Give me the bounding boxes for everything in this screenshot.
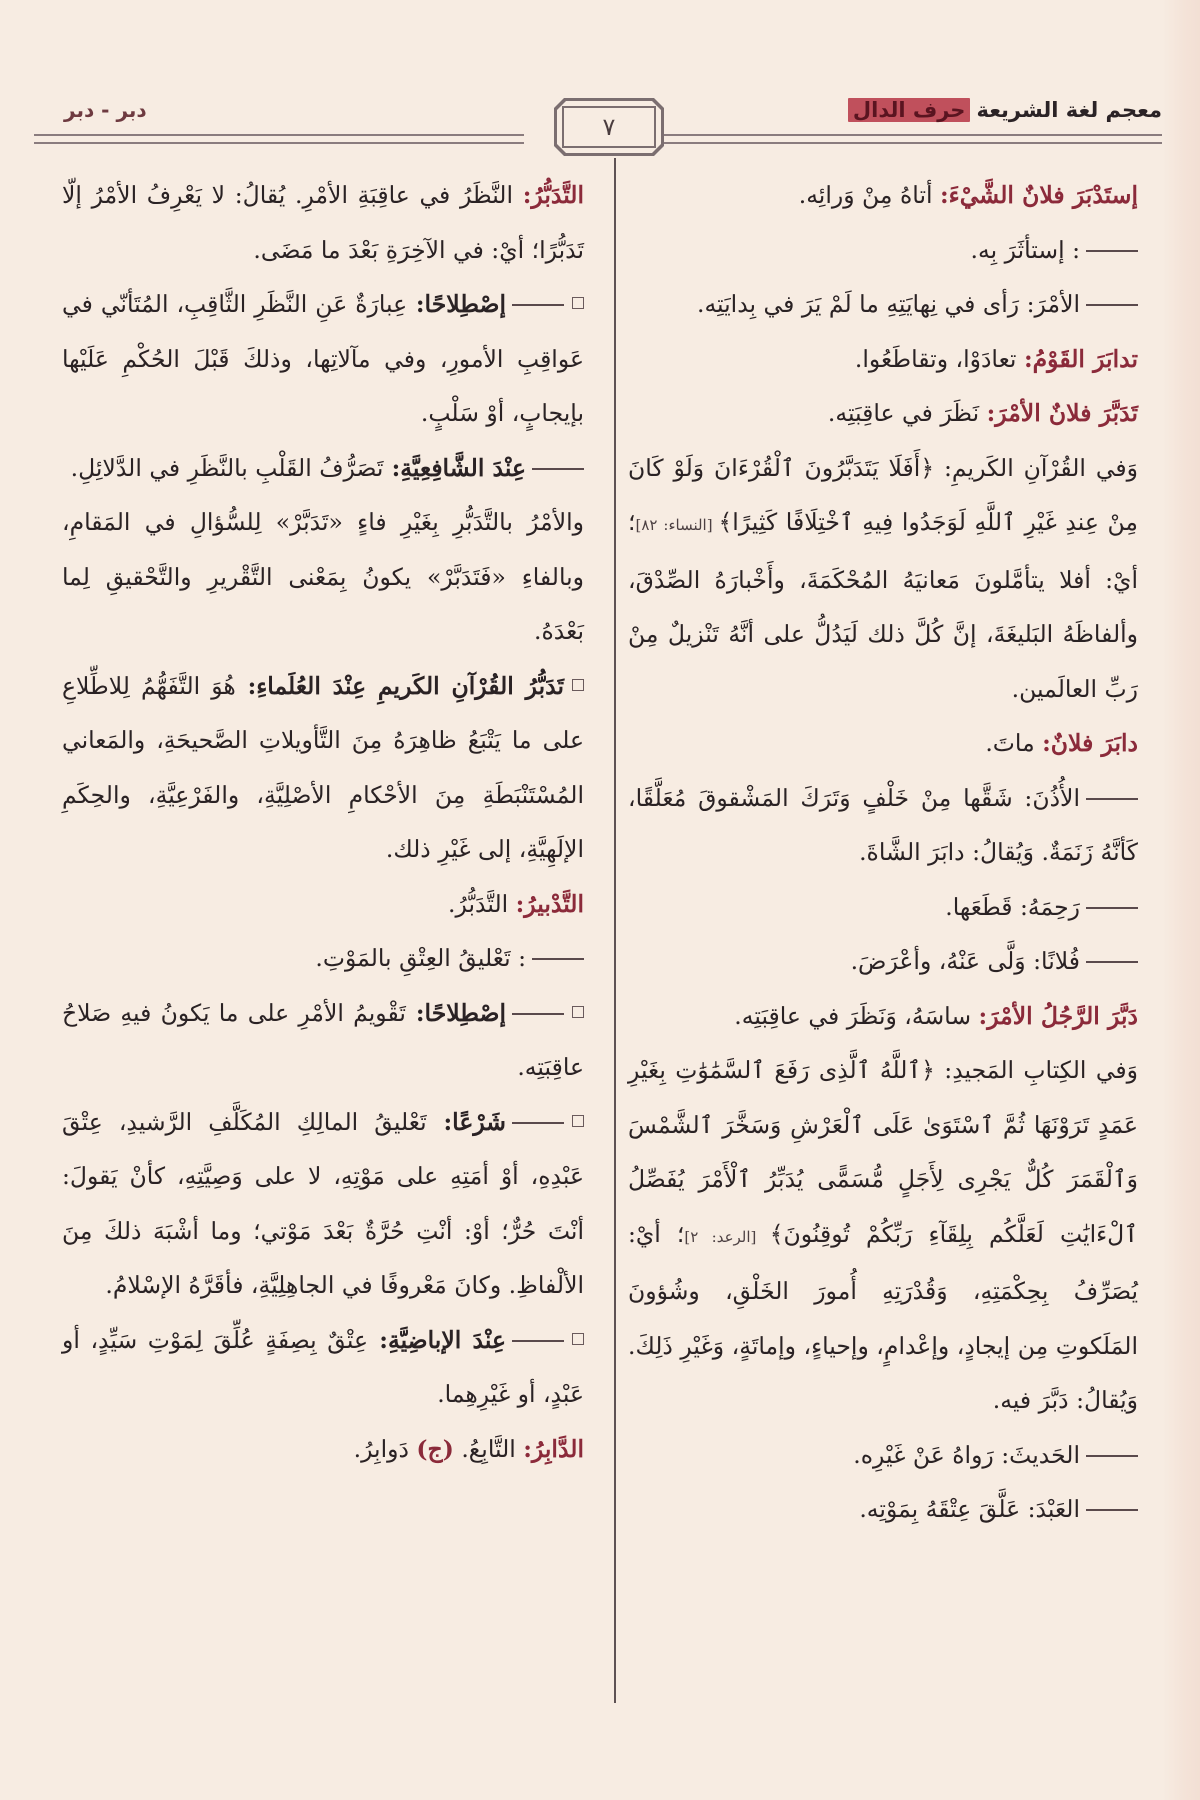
- definition: هُوَ التَّفَهُّمُ لِلاطِّلاعِ على ما يَتْبَعُ ظاهِرَهُ مِنَ التَّأويلاتِ الصَّحيحَةِ، والمَعاني المُسْتَنْبَطَةِ مِنَ الأحْكامِ الأصْلِيَّةِ، والفَرْعِيَّةِ، والحِكَمِ الإلَهِيَّةِ، إلى غَيْرِ ذلك.: [62, 671, 584, 863]
- plural-marker: (ج): [416, 1434, 454, 1463]
- repeat-dash: [512, 1340, 564, 1342]
- entry-sub: [628, 223, 1156, 278]
- verse-reference: [النساء: ٨٢]: [635, 516, 719, 534]
- entry-quran-quote: [628, 441, 1156, 717]
- headword: دَبَّرَ الرَّجُلُ الأمْرَ:: [978, 1001, 1138, 1030]
- headword: التَّدْبيرُ:: [515, 889, 584, 918]
- sub-label: الأمْرَ:: [1019, 290, 1080, 318]
- headword: التَّدَبُّرُ:: [522, 181, 584, 209]
- repeat-dash: [1086, 1509, 1138, 1511]
- plural-form: دَوابِرُ.: [353, 1434, 417, 1463]
- header-rule-left: [34, 134, 524, 144]
- quran-verse: ﴿أَفَلَا يَتَدَبَّرُونَ ٱلْقُرْءَانَ وَلَوْ كَانَ مِنْ عِندِ غَيْرِ ٱللَّهِ لَوَجَدُوا فِيهِ ٱخْتِلَافًا كَثِيرًا﴾: [628, 453, 1138, 536]
- headword: تَدَبَّرَ فلانٌ الأمْرَ:: [986, 399, 1138, 427]
- definition: قَطَعَها.: [945, 892, 1013, 921]
- definition: عِتْقٌ بِصِفَةٍ عُلِّقَ لِمَوْتِ سَيِّدٍ، أو عَبْدٍ، أو غَيْرِهِما.: [62, 1325, 584, 1408]
- headword: تدابَرَ القَوْمُ:: [1023, 344, 1138, 373]
- entry-sub: [628, 1428, 1156, 1483]
- definition: رَأى في نِهايَتِهِ ما لَمْ يَرَ في بِدايَتِه.: [696, 290, 1020, 318]
- entry-sub: [628, 1482, 1156, 1537]
- square-bullet-icon: [572, 297, 584, 309]
- quote-intro: وَفي القُرْآنِ الكَريمِ:: [934, 453, 1139, 482]
- term-label: عِنْدَ الإباضِيَّةِ:: [368, 1325, 506, 1354]
- headword: دابَرَ فلانٌ:: [1042, 729, 1138, 757]
- definition: وَلَّى عَنْهُ، وأعْرَضَ.: [850, 947, 1026, 975]
- entry-sub: [628, 934, 1156, 989]
- definition: تعادَوْا، وتقاطَعُوا.: [854, 344, 1024, 373]
- sub-label: العَبْدَ:: [1020, 1495, 1080, 1523]
- definition: شَقَّها مِنْ خَلْفٍ وَتَرَكَ المَشْقوقَ مُعَلَّقًا، كَأنَّهُ زَنَمَةٌ. وَيُقالُ: دابَرَ الشَّاةَ.: [628, 783, 1138, 866]
- running-header: [34, 92, 1162, 152]
- definition: التَّدَبُّرُ.: [448, 889, 516, 918]
- book-title: [848, 98, 1162, 122]
- entry-sub: [62, 931, 602, 986]
- sub-label: الحَديثَ:: [993, 1440, 1080, 1469]
- entry-sub: [628, 771, 1156, 880]
- right-column: [628, 168, 1156, 1537]
- term-label: إصْطِلاحًا:: [407, 290, 507, 318]
- repeat-dash: [1086, 304, 1138, 306]
- entry-istadbara: [628, 168, 1156, 223]
- page-edge-shadow: [1162, 0, 1200, 1800]
- definition: تَعْليقُ العِتْقِ بالمَوْتِ.: [315, 944, 511, 972]
- square-bullet-icon: [572, 679, 584, 691]
- entry-dabir: [62, 1422, 602, 1477]
- entry-sharan: [62, 1095, 602, 1313]
- repeat-dash: [1086, 961, 1138, 963]
- headword: إستَدْبَرَ فلانٌ الشَّيْءَ:: [940, 181, 1138, 209]
- sub-label: :: [1064, 235, 1080, 264]
- repeat-dash: [532, 958, 584, 960]
- repeat-dash: [1086, 250, 1138, 252]
- header-rule-right: [627, 134, 1162, 144]
- definition: أتاهُ مِنْ وَرائِه.: [798, 181, 940, 209]
- left-column: [62, 168, 602, 1476]
- sub-label: :: [510, 944, 526, 972]
- quran-verse: ﴿ٱللَّهُ ٱلَّذِى رَفَعَ ٱلسَّمَٰوَٰتِ بِغَيْرِ عَمَدٍ تَرَوْنَهَا ثُمَّ ٱسْتَوَىٰ عَلَى ٱلْعَرْشِ وَسَخَّرَ ٱلشَّمْسَ وَٱلْقَمَرَ كُلٌّ يَجْرِى لِأَجَلٍ مُّسَمًّى يُدَبِّرُ ٱلْأَمْرَ يُفَصِّلُ ٱلْءَايَٰتِ لَعَلَّكُم بِلِقَآءِ رَبِّكُمْ تُوقِنُونَ﴾: [628, 1056, 1139, 1248]
- entry-tadabbur: [62, 168, 602, 277]
- definition: رَواهُ عَنْ غَيْرِه.: [853, 1440, 994, 1469]
- entry-quran-quote: [628, 1043, 1156, 1428]
- square-bullet-icon: [572, 1333, 584, 1345]
- definition: تَصَرُّفُ القَلْبِ بالنَّظَرِ في الدَّلائِلِ.: [70, 453, 384, 482]
- definition: التَّابِعُ.: [453, 1434, 524, 1463]
- term-label: إصْطِلاحًا:: [405, 998, 507, 1027]
- entry-tadabbara: [628, 386, 1156, 441]
- definition: تَقْويمُ الأمْرِ على ما يَكونُ فيهِ صَلاحُ عاقِبَتِه.: [62, 998, 584, 1081]
- entry-sub: [628, 277, 1156, 332]
- repeat-dash: [1086, 798, 1138, 800]
- guide-words: دبر - دبر: [64, 98, 147, 122]
- sub-label: الأُذُنَ:: [1012, 783, 1080, 812]
- headword: الدَّابِرُ:: [523, 1434, 584, 1463]
- entry-sub: [628, 880, 1156, 935]
- repeat-dash: [512, 304, 564, 306]
- book-title-text: معجم لغة الشريعة: [976, 98, 1162, 122]
- square-bullet-icon: [572, 1115, 584, 1127]
- explanation: ؛ أيْ: أفلا يتأمَّلونَ مَعانيَهُ المُحْكَمَةَ، وأَخْبارَهُ الصِّدْقَ، وألفاظَهُ البَليغَةَ، إنَّ كُلَّ ذلك لَيَدُلُّ على أنَّهُ تَنْزيلٌ مِنْ رَبِّ العالَمين.: [628, 508, 1138, 703]
- repeat-dash: [512, 1013, 564, 1015]
- term-label: شَرْعًا:: [426, 1107, 506, 1136]
- quote-intro: وَفي الكِتابِ المَجيدِ:: [934, 1056, 1138, 1084]
- section-label-highlight: حرف الدال: [848, 98, 971, 122]
- entry-ibadiyya: [62, 1313, 602, 1422]
- sub-label: فُلانًا:: [1025, 947, 1080, 975]
- entry-note: [62, 495, 602, 659]
- entry-tadbir: [62, 877, 602, 932]
- entry-dabbara: [628, 989, 1156, 1044]
- square-bullet-icon: [572, 1006, 584, 1018]
- definition: تَعْليقُ المالِكِ المُكَلَّفِ الرَّشيدِ، عِتْقَ عَبْدِهِ، أوْ أمَتِهِ على مَوْتِهِ، لا على وَصِيَّتِهِ، كأنْ يَقولَ: أنْتَ حُرٌّ؛ أوْ: أنْتِ حُرَّةٌ بَعْدَ مَوْتي؛ وما أشْبَهَ ذلكَ مِنَ الألْفاظِ. وكانَ مَعْروفًا في الجاهِلِيَّةِ، فأقَرَّهُ الإسْلامُ.: [62, 1107, 584, 1299]
- entry-istilahan: [62, 277, 602, 441]
- definition: نَظَرَ في عاقِبَتِه.: [827, 399, 987, 427]
- term-label: عِنْدَ الشَّافِعِيَّةِ:: [383, 453, 526, 482]
- definition: عِبارَةٌ عَنِ النَّظَرِ الثَّاقِبِ، المُتَأنّي في عَواقِبِ الأمورِ، وفي مآلاتِها، وذلكَ قَبْلَ الحُكْمِ عَلَيْها بإيجابٍ، أوْ سَلْبٍ.: [62, 290, 584, 427]
- entry-dabara: [628, 716, 1156, 771]
- page-number: ٧: [562, 106, 656, 148]
- definition: النَّظَرُ في عاقِبَةِ الأمْرِ. يُقالُ: لا يَعْرِفُ الأمْرُ إلّا تَدَبُّرًا؛ أيْ: في الآخِرَةِ بَعْدَ ما مَضَى.: [62, 181, 584, 264]
- repeat-dash: [512, 1122, 564, 1124]
- explanation: ؛ أيْ: يُصَرِّفُ بِحِكْمَتِهِ، وَقُدْرَتِهِ أُمورَ الخَلْقِ، وشُؤونَ المَلَكوتِ مِن إيجادٍ، وإعْدامٍ، وإحياءٍ، وإماتَةٍ، وَغَيْرِ ذَلِكَ. وَيُقالُ: دَبَّرَ فيه.: [628, 1219, 1138, 1414]
- entry-tadabbur-quran: [62, 659, 602, 877]
- entry-shafiiyya: [62, 441, 602, 496]
- entry-istilahan: [62, 986, 602, 1095]
- repeat-dash: [532, 468, 584, 470]
- definition: ساسَهُ، وَنَظَرَ في عاقِبَتِه.: [734, 1001, 979, 1030]
- sub-label: رَحِمَهُ:: [1012, 892, 1080, 921]
- entry-tadabara: [628, 332, 1156, 387]
- repeat-dash: [1086, 907, 1138, 909]
- definition: إستأثَرَ بِه.: [970, 235, 1065, 264]
- note-text: والأمْرُ بالتَّدَبُّرِ بِغَيْرِ فاءٍ «تَدَبَّرْ» لِلسُّؤالِ في المَقامِ، وبالفاءِ «فَتَدَبَّرْ» يكونُ بِمَعْنى التَّقْريرِ والتَّحْقيقِ لِما بَعْدَهُ.: [62, 508, 584, 645]
- column-divider: [614, 158, 616, 1703]
- definition: ماتَ.: [985, 729, 1043, 757]
- definition: عَلَّقَ عِتْقَهُ بِمَوْتِه.: [859, 1495, 1021, 1523]
- repeat-dash: [1086, 1455, 1138, 1457]
- term-label: تَدَبُّرُ القُرْآنِ الكَريمِ عِنْدَ العُلَماءِ:: [235, 671, 564, 700]
- verse-reference: [الرعد: ٢]: [684, 1227, 770, 1246]
